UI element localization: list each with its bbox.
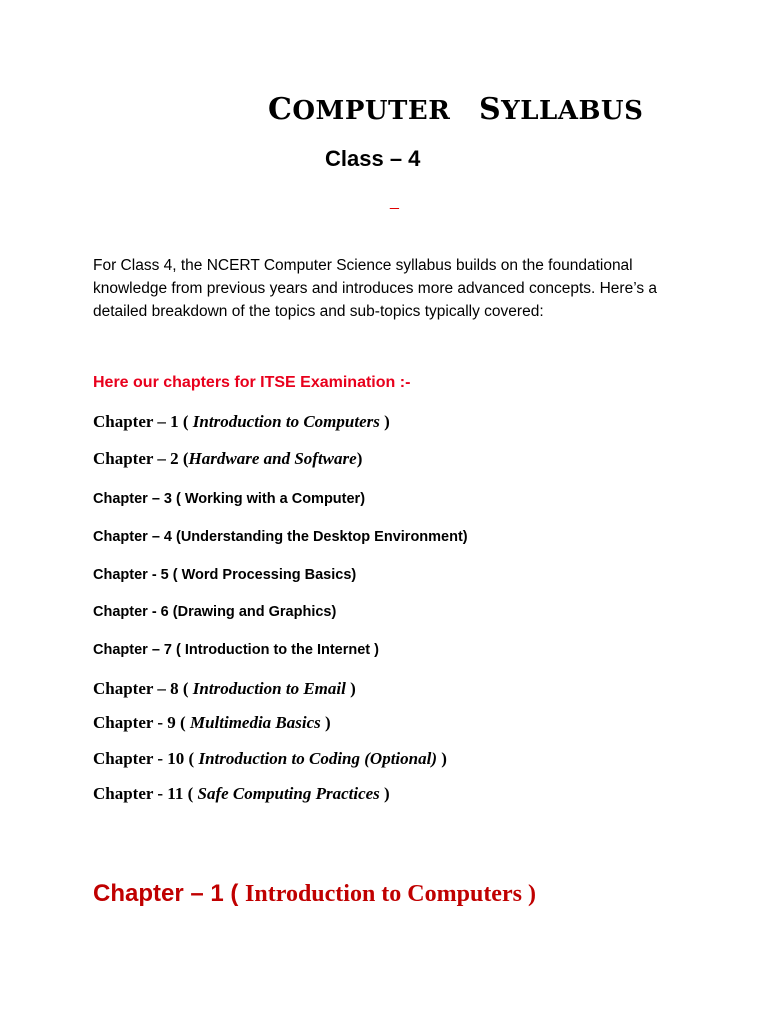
chapter-prefix: Chapter - 11 ( xyxy=(93,784,198,803)
chapter-suffix: ) xyxy=(379,412,390,431)
itse-heading: Here our chapters for ITSE Examination :- xyxy=(93,374,411,391)
intro-paragraph xyxy=(93,254,693,323)
title-initial-1: C xyxy=(268,92,293,127)
class-heading: Class – 4 xyxy=(325,146,421,171)
chapter-item-3 xyxy=(93,491,365,507)
chapter-item-7 xyxy=(93,642,379,658)
chapter-suffix: ) xyxy=(345,679,356,698)
chapter-item-4 xyxy=(93,529,468,545)
section-topic: Introduction to Computers xyxy=(245,881,522,907)
title-rest-1: OMPUTER xyxy=(292,96,451,126)
chapter-suffix: ) xyxy=(356,449,363,468)
chapter-topic: Multimedia Basics xyxy=(189,713,321,732)
chapter-suffix: ) xyxy=(320,713,331,732)
chapter-item-9 xyxy=(93,713,331,733)
chapter-prefix: Chapter - 5 ( Word Processing Basics) xyxy=(93,567,357,583)
chapter-item-1 xyxy=(93,412,390,432)
title-rest-2: YLLABUS xyxy=(501,96,644,126)
section-prefix: Chapter – 1 ( xyxy=(93,880,246,907)
chapter-prefix: Chapter – 3 ( Working with a Computer) xyxy=(93,491,366,507)
chapter-topic: Safe Computing Practices xyxy=(197,784,380,803)
chapter-topic: Introduction to Computers xyxy=(192,412,380,431)
chapter-prefix: Chapter - 9 ( xyxy=(93,713,190,732)
chapter-item-10 xyxy=(93,749,447,769)
chapter-topic: Introduction to Coding (Optional) xyxy=(198,749,437,768)
title-initial-2: S xyxy=(478,92,502,127)
chapter-suffix: ) xyxy=(436,749,447,768)
chapter-prefix: Chapter - 6 (Drawing and Graphics) xyxy=(93,604,337,620)
chapter-item-2 xyxy=(93,449,362,469)
chapter-topic: Hardware and Software xyxy=(188,449,357,468)
chapter-suffix: ) xyxy=(379,784,390,803)
dash-mark: _ xyxy=(390,193,399,210)
intro-text: For Class 4, the NCERT Computer Science syllabus builds on the foundational knowledge from previous years and introduces more advanced concepts. Here’s a detailed breakdown of the topics and sub-topics typically covered: xyxy=(93,257,658,320)
chapter-topic: Introduction to Email xyxy=(192,679,346,698)
chapter-prefix: Chapter – 2 ( xyxy=(93,449,189,468)
chapter-prefix: Chapter – 4 (Understanding the Desktop Environment) xyxy=(93,529,468,545)
section-suffix: ) xyxy=(521,881,536,907)
chapter-item-5 xyxy=(93,567,356,583)
chapter-prefix: Chapter - 10 ( xyxy=(93,749,199,768)
chapter-prefix: Chapter – 1 ( xyxy=(93,412,193,431)
document-title xyxy=(268,92,643,127)
chapter-prefix: Chapter – 8 ( xyxy=(93,679,193,698)
section-heading xyxy=(93,880,536,908)
chapter-item-11 xyxy=(93,784,390,804)
chapter-item-6 xyxy=(93,604,336,620)
chapter-prefix: Chapter – 7 ( Introduction to the Internet ) xyxy=(93,642,379,658)
chapter-item-8 xyxy=(93,679,356,699)
